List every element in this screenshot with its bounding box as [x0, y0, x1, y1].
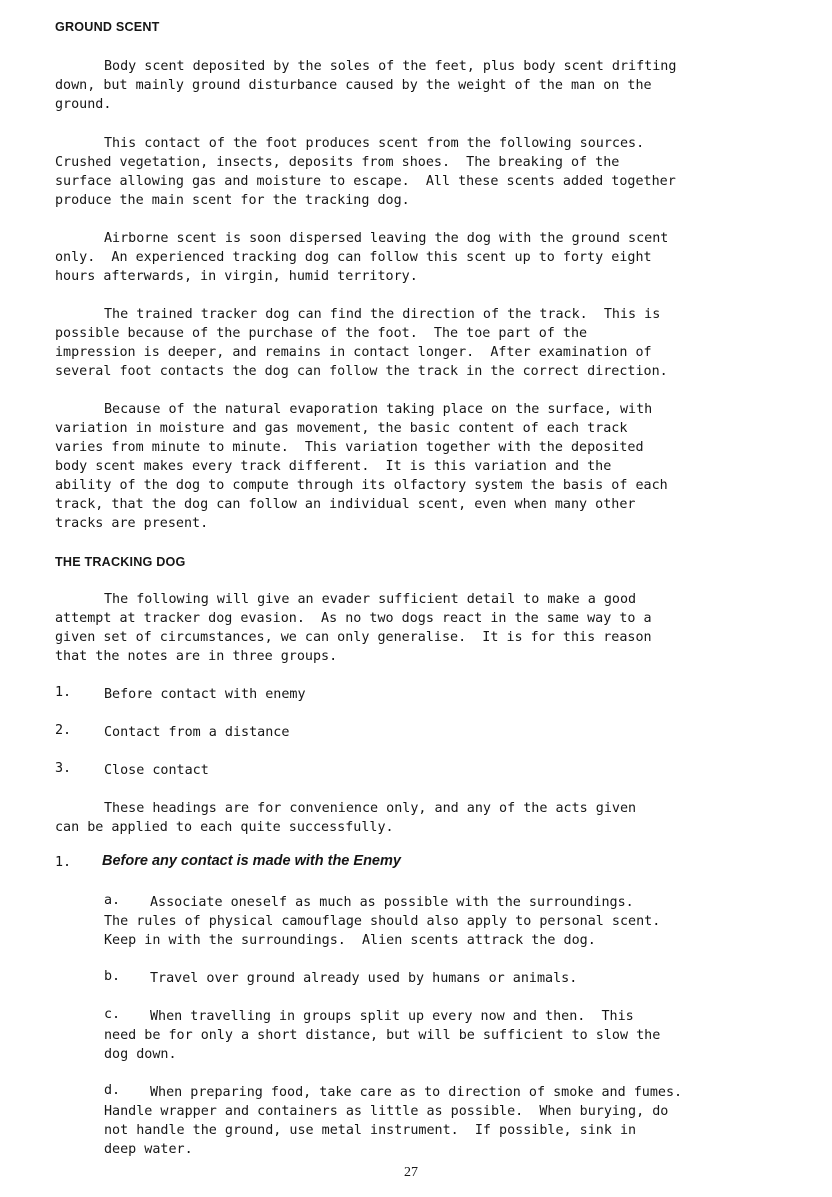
paragraph-line: Airborne scent is soon dispersed leaving the dog with the ground scent [104, 231, 669, 246]
list-number: 1. [55, 685, 72, 700]
subsection-title: Before any contact is made with the Enemy [102, 853, 401, 869]
item-letter: a. [104, 893, 121, 908]
page-number: 27 [404, 1165, 418, 1180]
item-line: deep water. [104, 1142, 193, 1157]
item-line: The rules of physical camouflage should also apply to personal scent. [104, 914, 661, 929]
paragraph-line: variation in moisture and gas movement, the basic content of each track [55, 421, 628, 436]
item-letter: d. [104, 1083, 121, 1098]
paragraph-line: This contact of the foot produces scent from the following sources. [104, 136, 645, 151]
list-item: Contact from a distance [104, 725, 290, 740]
paragraph-line: impression is deeper, and remains in contact longer. After examination of [55, 345, 652, 360]
paragraph-line: produce the main scent for the tracking dog. [55, 193, 410, 208]
paragraph-line: that the notes are in three groups. [55, 649, 338, 664]
paragraph-line: ground. [55, 97, 112, 112]
section-heading-tracking-dog: THE TRACKING DOG [55, 555, 186, 569]
paragraph-line: surface allowing gas and moisture to escape. All these scents added together [55, 174, 676, 189]
paragraph-line: attempt at tracker dog evasion. As no two dogs react in the same way to a [55, 611, 652, 626]
paragraph-line: only. An experienced tracking dog can follow this scent up to forty eight [55, 250, 652, 265]
paragraph-line: hours afterwards, in virgin, humid territory. [55, 269, 418, 284]
item-letter: c. [104, 1007, 121, 1022]
paragraph-line: These headings are for convenience only, and any of the acts given [104, 801, 637, 816]
list-item: Before contact with enemy [104, 687, 306, 702]
item-line: dog down. [104, 1047, 177, 1062]
item-line: Associate oneself as much as possible with the surroundings. [150, 895, 634, 910]
paragraph-line: track, that the dog can follow an individual scent, even when many other [55, 497, 636, 512]
item-line: Keep in with the surroundings. Alien scents attrack the dog. [104, 933, 596, 948]
subsection-number: 1. [55, 855, 72, 870]
paragraph-line: down, but mainly ground disturbance caused by the weight of the man on the [55, 78, 652, 93]
item-line: When travelling in groups split up every now and then. This [150, 1009, 634, 1024]
paragraph-line: varies from minute to minute. This variation together with the deposited [55, 440, 644, 455]
item-line: not handle the ground, use metal instrument. If possible, sink in [104, 1123, 637, 1138]
item-line: When preparing food, take care as to direction of smoke and fumes. [150, 1085, 683, 1100]
paragraph-line: given set of circumstances, we can only generalise. It is for this reason [55, 630, 652, 645]
list-item: Close contact [104, 763, 209, 778]
paragraph-line: Crushed vegetation, insects, deposits from shoes. The breaking of the [55, 155, 620, 170]
paragraph-line: body scent makes every track different. It is this variation and the [55, 459, 612, 474]
list-number: 2. [55, 723, 72, 738]
paragraph-line: several foot contacts the dog can follow the track in the correct direction. [55, 364, 668, 379]
paragraph-line: The trained tracker dog can find the direction of the track. This is [104, 307, 661, 322]
item-line: Handle wrapper and containers as little as possible. When burying, do [104, 1104, 669, 1119]
paragraph-line: ability of the dog to compute through its olfactory system the basis of each [55, 478, 668, 493]
paragraph-line: tracks are present. [55, 516, 209, 531]
paragraph-line: possible because of the purchase of the foot. The toe part of the [55, 326, 588, 341]
section-heading-ground-scent: GROUND SCENT [55, 20, 160, 34]
paragraph-line: Because of the natural evaporation taking place on the surface, with [104, 402, 653, 417]
item-line: need be for only a short distance, but will be sufficient to slow the [104, 1028, 661, 1043]
paragraph-line: can be applied to each quite successfully. [55, 820, 394, 835]
item-letter: b. [104, 969, 121, 984]
paragraph-line: The following will give an evader sufficient detail to make a good [104, 592, 637, 607]
list-number: 3. [55, 761, 72, 776]
paragraph-line: Body scent deposited by the soles of the feet, plus body scent drifting [104, 59, 677, 74]
item-line: Travel over ground already used by humans or animals. [150, 971, 578, 986]
